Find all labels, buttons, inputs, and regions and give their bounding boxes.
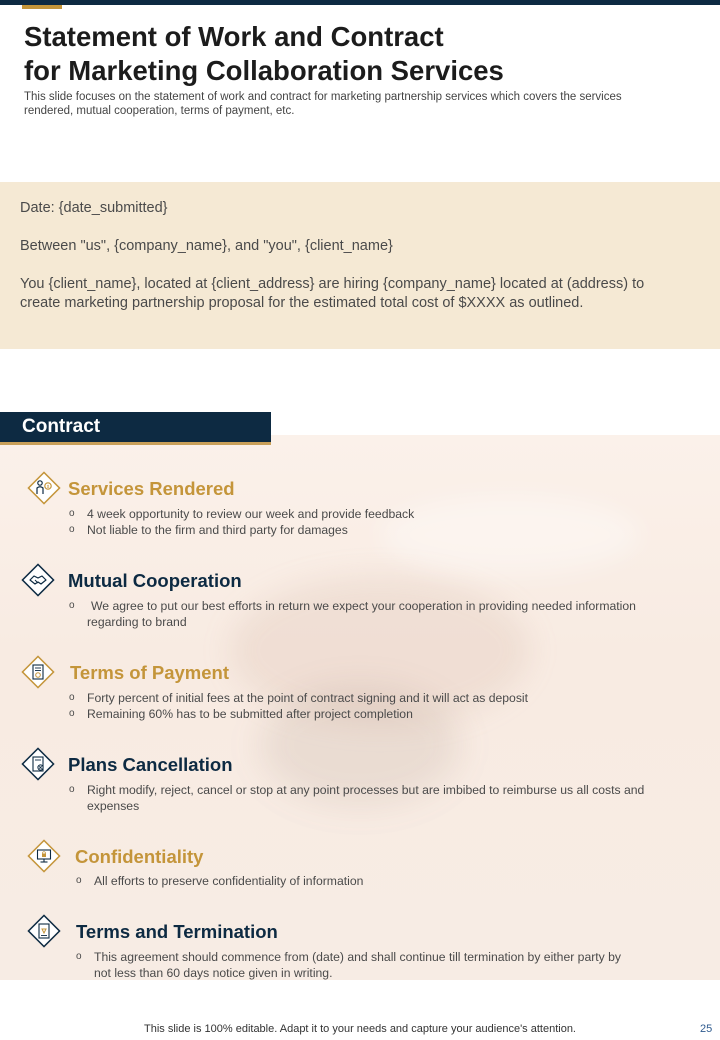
footer-text: This slide is 100% editable. Adapt it to your needs and capture your audience's attention. xyxy=(144,1023,576,1035)
info-paragraph: You {client_name}, located at {client_address} are hiring {company_name} located at (address) to create marketing partnership proposal for the estimated total cost of $XXXX as outlined. xyxy=(20,276,645,311)
bullet-item: o Forty percent of initial fees at the point of contract signing and it will act as deposit xyxy=(69,691,529,705)
section-title: Mutual Cooperation xyxy=(68,570,242,591)
bullet-item: o We agree to put our best efforts in return we expect your cooperation in providing needed information regarding to brand xyxy=(69,599,636,629)
svg-text:$: $ xyxy=(46,484,50,489)
bullet-item: o Remaining 60% has to be submitted after project completion xyxy=(69,707,413,721)
info-parties: Between "us", {company_name}, and "you", {client_name} xyxy=(20,238,393,254)
bullet-item: o Right modify, reject, cancel or stop at any point processes but are imbibed to reimburse us all costs and expenses xyxy=(69,783,645,813)
bullet-item: o 4 week opportunity to review our week and provide feedback xyxy=(69,507,415,521)
person-money-icon xyxy=(27,471,61,505)
info-date: Date: {date_submitted} xyxy=(20,200,168,216)
page-title-line-2: for Marketing Collaboration Services xyxy=(24,55,504,86)
termination-document-icon xyxy=(27,914,61,948)
contract-header xyxy=(0,412,271,445)
handshake-icon xyxy=(21,563,55,597)
info-box xyxy=(0,182,720,349)
top-bar xyxy=(0,0,720,5)
page-title-line-1: Statement of Work and Contract xyxy=(24,21,444,52)
section-title: Terms and Termination xyxy=(76,921,278,942)
cancel-document-icon xyxy=(21,747,55,781)
page-subtitle: This slide focuses on the statement of work and contract for marketing partnership services which covers the services rendered, mutual cooperation, terms of payment, etc. xyxy=(24,91,622,117)
page-number: 25 xyxy=(700,1023,713,1035)
top-accent xyxy=(22,5,62,9)
section-title: Confidentiality xyxy=(75,846,204,867)
page-title xyxy=(24,20,674,88)
contract-label: Contract xyxy=(22,416,101,437)
section-title: Services Rendered xyxy=(68,478,235,499)
bullet-item: o All efforts to preserve confidentiality of information xyxy=(76,874,364,888)
section-title: Terms of Payment xyxy=(70,662,230,683)
secure-monitor-icon xyxy=(27,839,61,873)
bullet-item: o Not liable to the firm and third party for damages xyxy=(69,523,348,537)
payment-document-icon xyxy=(21,655,55,689)
bullet-item: o This agreement should commence from (date) and shall continue till termination by either party by not less than 60 days notice given in writing. xyxy=(76,950,622,980)
section-title: Plans Cancellation xyxy=(68,754,233,775)
